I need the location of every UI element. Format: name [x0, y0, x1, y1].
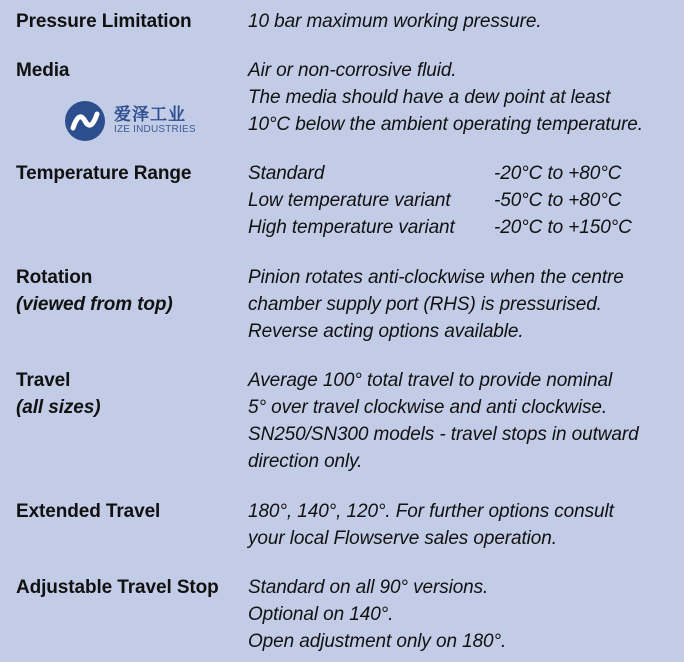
value-media	[248, 57, 643, 138]
temperature-variant-range: -20°C to +150°C	[494, 217, 632, 238]
rotation-line-1: Pinion rotates anti-clockwise when the centre	[248, 267, 624, 288]
media-line-1: Air or non-corrosive fluid.	[248, 60, 457, 81]
temperature-variant-name: Low temperature variant	[248, 190, 451, 211]
label-pressure-limitation: Pressure Limitation	[16, 11, 192, 32]
travel-label-text: Travel	[16, 370, 71, 391]
travel-line-3: SN250/SN300 models - travel stops in outward	[248, 424, 639, 445]
travel-line-2: 5° over travel clockwise and anti clockwise.	[248, 397, 608, 418]
adjustable-stop-line-2: Optional on 140°.	[248, 604, 394, 625]
media-line-3: 10°C below the ambient operating temperature.	[248, 114, 643, 135]
ize-industries-logo	[64, 96, 224, 144]
logo-cn-text: 爱泽工业	[114, 105, 186, 125]
extended-travel-line-1: 180°, 140°, 120°. For further options consult	[248, 501, 614, 522]
label-media: Media	[16, 60, 70, 81]
logo-en-text: IZE INDUSTRIES	[114, 124, 196, 135]
adjustable-stop-line-1: Standard on all 90° versions.	[248, 577, 489, 598]
temperature-variant-name: High temperature variant	[248, 217, 455, 238]
pressure-line-1: 10 bar maximum working pressure.	[248, 11, 542, 32]
ize-logo-icon	[64, 100, 106, 142]
label-temperature-range: Temperature Range	[16, 163, 192, 184]
label-travel	[16, 367, 100, 421]
temperature-variant-range: -20°C to +80°C	[494, 163, 622, 184]
adjustable-stop-line-3: Open adjustment only on 180°.	[248, 631, 507, 652]
travel-sublabel: (all sizes)	[16, 397, 101, 418]
value-pressure-limitation	[248, 8, 542, 35]
label-extended-travel: Extended Travel	[16, 501, 161, 522]
value-adjustable-travel-stop	[248, 574, 506, 655]
travel-line-1: Average 100° total travel to provide nominal	[248, 370, 613, 391]
temperature-variant-range: -50°C to +80°C	[494, 190, 622, 211]
value-rotation	[248, 264, 624, 345]
rotation-label-text: Rotation	[16, 267, 93, 288]
value-extended-travel	[248, 498, 614, 552]
travel-line-4: direction only.	[248, 451, 363, 472]
label-adjustable-travel-stop: Adjustable Travel Stop	[16, 577, 219, 598]
rotation-sublabel: (viewed from top)	[16, 294, 173, 315]
rotation-line-2: chamber supply port (RHS) is pressurised.	[248, 294, 602, 315]
value-travel	[248, 367, 639, 475]
rotation-line-3: Reverse acting options available.	[248, 321, 524, 342]
media-line-2: The media should have a dew point at least	[248, 87, 611, 108]
temperature-variant-name: Standard	[248, 163, 325, 184]
extended-travel-line-2: your local Flowserve sales operation.	[248, 528, 557, 549]
label-rotation	[16, 264, 173, 318]
